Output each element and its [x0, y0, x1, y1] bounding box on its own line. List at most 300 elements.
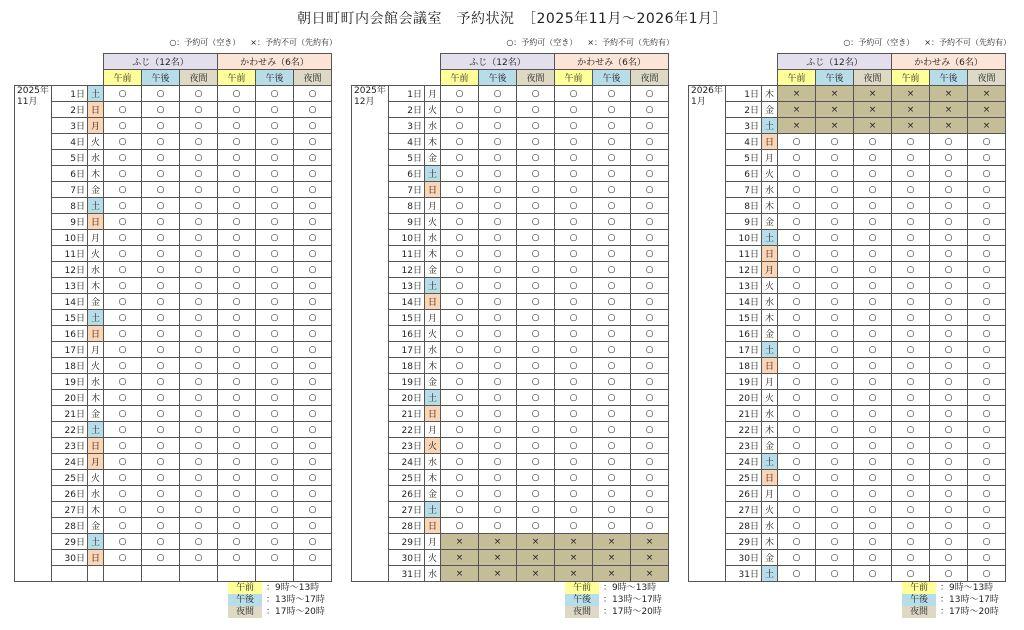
day-cell: 2日: [726, 102, 762, 118]
day-cell: 30日: [389, 550, 425, 566]
slot-available: ○: [631, 358, 669, 374]
month-label: 11月: [17, 97, 38, 107]
day-cell: 27日: [726, 502, 762, 518]
weekday-cell: 火: [425, 102, 441, 118]
slot-available: ○: [441, 326, 479, 342]
slot-available: ○: [479, 518, 517, 534]
slot-available: ○: [968, 310, 1006, 326]
slot-available: ○: [816, 262, 854, 278]
slot-available: ○: [816, 150, 854, 166]
reservation-table: [688, 53, 1006, 582]
slot-available: ○: [142, 438, 180, 454]
slot-booked: ×: [555, 550, 593, 566]
weekday-cell: 木: [88, 166, 104, 182]
slot-available: ○: [968, 406, 1006, 422]
table-row: [15, 550, 332, 566]
weekday-cell: 木: [88, 278, 104, 294]
slot-available: ○: [517, 390, 555, 406]
day-cell: 28日: [52, 518, 88, 534]
day-cell: 17日: [52, 342, 88, 358]
table-row: [15, 102, 332, 118]
slot-available: ○: [479, 246, 517, 262]
slot-available: ○: [142, 534, 180, 550]
slot-available: ○: [854, 390, 892, 406]
weekday-cell: 月: [762, 374, 778, 390]
slot-available: ○: [816, 550, 854, 566]
slot-available: ○: [180, 326, 218, 342]
table-row: [689, 214, 1006, 230]
time-legend-label: 午前: [228, 582, 262, 594]
weekday-cell: 木: [425, 246, 441, 262]
slot-available: ○: [631, 214, 669, 230]
slot-available: ○: [517, 150, 555, 166]
slot-available: ○: [104, 262, 142, 278]
time-legend-time: ：13時～17時: [940, 595, 999, 605]
table-row: [689, 358, 1006, 374]
period-header: 午前: [218, 70, 256, 86]
slot-available: ○: [218, 502, 256, 518]
weekday-cell: 土: [425, 390, 441, 406]
table-row: [15, 278, 332, 294]
slot-available: ○: [930, 438, 968, 454]
slot-available: ○: [778, 550, 816, 566]
table-row: [689, 134, 1006, 150]
slot-available: ○: [631, 198, 669, 214]
weekday-cell: 水: [425, 342, 441, 358]
day-cell: 21日: [52, 406, 88, 422]
slot-booked: ×: [778, 86, 816, 102]
slot-available: ○: [104, 342, 142, 358]
slot-available: ○: [142, 262, 180, 278]
slot-available: ○: [816, 182, 854, 198]
symbol-legend: [496, 37, 674, 48]
slot-available: ○: [854, 246, 892, 262]
slot-available: ○: [517, 246, 555, 262]
slot-available: ○: [892, 470, 930, 486]
period-header: 午前: [892, 70, 930, 86]
time-legend-label: 夜間: [228, 606, 262, 618]
table-row: [15, 422, 332, 438]
weekday-cell: 火: [425, 326, 441, 342]
slot-available: ○: [593, 214, 631, 230]
weekday-cell: 木: [762, 534, 778, 550]
slot-available: ○: [631, 278, 669, 294]
slot-available: ○: [631, 86, 669, 102]
slot-available: ○: [854, 502, 892, 518]
slot-available: ○: [104, 550, 142, 566]
weekday-cell: 火: [762, 278, 778, 294]
slot-available: ○: [930, 422, 968, 438]
slot-available: ○: [816, 566, 854, 582]
slot-available: ○: [218, 406, 256, 422]
slot-available: ○: [555, 102, 593, 118]
slot-available: ○: [294, 150, 332, 166]
slot-available: ○: [968, 166, 1006, 182]
table-row: [689, 374, 1006, 390]
slot-available: ○: [441, 310, 479, 326]
slot-available: ○: [256, 358, 294, 374]
weekday-cell: 火: [88, 246, 104, 262]
time-legend-label: 午後: [565, 594, 599, 606]
slot-available: ○: [892, 246, 930, 262]
day-cell: 29日: [52, 534, 88, 550]
table-row: [15, 566, 332, 582]
slot-available: ○: [256, 502, 294, 518]
slot-available: ○: [294, 374, 332, 390]
slot-available: [256, 566, 294, 582]
slot-available: ○: [180, 198, 218, 214]
period-header: 午前: [555, 70, 593, 86]
slot-available: ○: [104, 406, 142, 422]
slot-booked: ×: [778, 102, 816, 118]
day-cell: 17日: [389, 342, 425, 358]
table-row: [352, 390, 669, 406]
slot-available: ○: [479, 438, 517, 454]
slot-booked: ×: [892, 102, 930, 118]
slot-available: ○: [854, 566, 892, 582]
day-cell: 27日: [52, 502, 88, 518]
time-legend-label: 午後: [228, 594, 262, 606]
slot-booked: ×: [892, 118, 930, 134]
slot-available: ○: [854, 182, 892, 198]
slot-available: ○: [631, 326, 669, 342]
table-row: [689, 390, 1006, 406]
day-cell: 23日: [726, 438, 762, 454]
slot-available: ○: [816, 406, 854, 422]
slot-available: ○: [555, 150, 593, 166]
slot-available: ○: [631, 150, 669, 166]
slot-available: ○: [854, 150, 892, 166]
slot-available: ○: [180, 486, 218, 502]
slot-available: ○: [479, 470, 517, 486]
weekday-cell: 日: [762, 246, 778, 262]
slot-available: ○: [778, 230, 816, 246]
slot-available: ○: [180, 422, 218, 438]
day-cell: 11日: [52, 246, 88, 262]
day-cell: 20日: [52, 390, 88, 406]
slot-available: ○: [479, 278, 517, 294]
weekday-cell: 土: [88, 198, 104, 214]
weekday-cell: 水: [762, 294, 778, 310]
slot-available: ○: [631, 470, 669, 486]
slot-available: ○: [930, 230, 968, 246]
table-row: [689, 406, 1006, 422]
slot-available: ○: [218, 422, 256, 438]
slot-available: ○: [854, 518, 892, 534]
slot-available: ○: [930, 326, 968, 342]
table-row: [15, 534, 332, 550]
weekday-cell: 土: [762, 454, 778, 470]
slot-available: ○: [294, 422, 332, 438]
slot-available: ○: [517, 182, 555, 198]
period-header: 午後: [930, 70, 968, 86]
table-row: [352, 486, 669, 502]
slot-available: ○: [142, 390, 180, 406]
slot-available: ○: [968, 422, 1006, 438]
weekday-cell: 土: [88, 310, 104, 326]
period-header: 午後: [479, 70, 517, 86]
slot-available: ○: [104, 326, 142, 342]
day-cell: 23日: [389, 438, 425, 454]
weekday-cell: 土: [762, 230, 778, 246]
slot-available: ○: [930, 454, 968, 470]
slot-available: ○: [104, 454, 142, 470]
slot-booked: ×: [930, 102, 968, 118]
time-legend-row: [228, 582, 325, 594]
slot-booked: ×: [517, 534, 555, 550]
slot-available: ○: [930, 246, 968, 262]
slot-available: ○: [104, 486, 142, 502]
slot-available: ○: [930, 342, 968, 358]
day-cell: 24日: [726, 454, 762, 470]
table-row: [15, 358, 332, 374]
slot-available: ○: [218, 518, 256, 534]
slot-available: ○: [968, 150, 1006, 166]
slot-available: ○: [816, 358, 854, 374]
table-row: [352, 550, 669, 566]
table-row: [352, 310, 669, 326]
slot-available: ○: [930, 502, 968, 518]
time-legend-time: ：13時～17時: [603, 595, 662, 605]
table-row: [352, 214, 669, 230]
slot-available: ○: [479, 102, 517, 118]
slot-available: ○: [441, 518, 479, 534]
slot-booked: ×: [631, 534, 669, 550]
weekday-cell: 水: [425, 454, 441, 470]
slot-booked: ×: [631, 550, 669, 566]
slot-booked: ×: [854, 86, 892, 102]
slot-available: ○: [930, 374, 968, 390]
slot-available: ○: [593, 278, 631, 294]
table-row: [15, 486, 332, 502]
slot-available: ○: [517, 454, 555, 470]
table-row: [15, 262, 332, 278]
day-cell: 15日: [389, 310, 425, 326]
slot-available: ○: [256, 118, 294, 134]
day-cell: 6日: [726, 166, 762, 182]
slot-available: ○: [593, 486, 631, 502]
slot-available: ○: [104, 118, 142, 134]
year-label: 2026年: [691, 86, 723, 96]
slot-available: ○: [180, 214, 218, 230]
legend-available: ○：予約可（空き）: [169, 38, 241, 47]
day-cell: 25日: [389, 470, 425, 486]
slot-available: ○: [180, 534, 218, 550]
slot-available: ○: [968, 486, 1006, 502]
table-row: [352, 502, 669, 518]
slot-available: ○: [816, 438, 854, 454]
slot-available: ○: [294, 390, 332, 406]
day-cell: 12日: [52, 262, 88, 278]
time-legend-row: [565, 594, 662, 606]
weekday-cell: 月: [762, 262, 778, 278]
time-legend-time: ：17時～20時: [603, 607, 662, 617]
slot-booked: ×: [778, 118, 816, 134]
slot-available: ○: [256, 262, 294, 278]
slot-available: ○: [441, 342, 479, 358]
table-row: [15, 470, 332, 486]
slot-available: ○: [441, 246, 479, 262]
day-cell: 10日: [726, 230, 762, 246]
slot-booked: ×: [854, 102, 892, 118]
day-cell: 26日: [52, 486, 88, 502]
day-cell: 11日: [389, 246, 425, 262]
slot-available: ○: [517, 342, 555, 358]
slot-available: ○: [180, 342, 218, 358]
slot-booked: ×: [968, 102, 1006, 118]
slot-available: ○: [479, 390, 517, 406]
slot-available: ○: [930, 550, 968, 566]
slot-available: ○: [854, 470, 892, 486]
month-label: 1月: [691, 97, 706, 107]
slot-available: ○: [854, 550, 892, 566]
table-row: [352, 294, 669, 310]
day-cell: 24日: [389, 454, 425, 470]
day-cell: 3日: [726, 118, 762, 134]
slot-available: ○: [441, 406, 479, 422]
slot-available: ○: [142, 198, 180, 214]
slot-available: ○: [930, 182, 968, 198]
day-cell: 17日: [726, 342, 762, 358]
room-header: ふじ（12名）: [778, 54, 892, 70]
slot-available: ○: [180, 406, 218, 422]
year-month-label: [689, 86, 726, 582]
time-legend: [902, 582, 999, 618]
weekday-cell: 木: [425, 134, 441, 150]
slot-available: ○: [930, 198, 968, 214]
slot-available: ○: [778, 326, 816, 342]
slot-available: ○: [968, 230, 1006, 246]
weekday-cell: 土: [425, 166, 441, 182]
slot-available: ○: [778, 246, 816, 262]
period-header: 午前: [778, 70, 816, 86]
slot-available: ○: [104, 214, 142, 230]
table-row: [352, 262, 669, 278]
day-cell: 8日: [726, 198, 762, 214]
slot-available: ○: [256, 326, 294, 342]
time-legend-time: ：9時～13時: [266, 583, 320, 593]
slot-available: ○: [854, 134, 892, 150]
slot-available: ○: [294, 198, 332, 214]
slot-available: ○: [218, 390, 256, 406]
slot-available: ○: [517, 374, 555, 390]
table-row: [352, 566, 669, 582]
table-row: [352, 182, 669, 198]
slot-available: ○: [441, 166, 479, 182]
slot-available: ○: [854, 374, 892, 390]
day-cell: 4日: [726, 134, 762, 150]
day-cell: 20日: [389, 390, 425, 406]
day-cell: 28日: [726, 518, 762, 534]
slot-available: ○: [441, 230, 479, 246]
slot-available: ○: [816, 534, 854, 550]
time-legend-time: ：17時～20時: [940, 607, 999, 617]
slot-available: ○: [479, 502, 517, 518]
room-header: かわせみ（6名）: [218, 54, 332, 70]
weekday-cell: 火: [425, 438, 441, 454]
slot-available: ○: [930, 406, 968, 422]
slot-available: ○: [180, 470, 218, 486]
weekday-cell: 木: [762, 198, 778, 214]
slot-available: ○: [593, 262, 631, 278]
slot-available: ○: [517, 262, 555, 278]
day-cell: 14日: [389, 294, 425, 310]
slot-available: ○: [778, 454, 816, 470]
slot-available: ○: [517, 118, 555, 134]
weekday-cell: 水: [425, 230, 441, 246]
slot-available: ○: [294, 502, 332, 518]
weekday-cell: 日: [425, 294, 441, 310]
slot-available: ○: [256, 150, 294, 166]
slot-booked: ×: [555, 534, 593, 550]
weekday-cell: 金: [425, 150, 441, 166]
slot-available: ○: [816, 454, 854, 470]
slot-available: ○: [778, 358, 816, 374]
slot-available: ○: [892, 486, 930, 502]
slot-available: ○: [256, 374, 294, 390]
table-row: [15, 518, 332, 534]
symbol-legend: [833, 37, 1011, 48]
slot-available: ○: [555, 166, 593, 182]
slot-available: ○: [142, 470, 180, 486]
slot-booked: ×: [441, 566, 479, 582]
day-cell: 6日: [52, 166, 88, 182]
day-cell: 2日: [52, 102, 88, 118]
table-row: [15, 454, 332, 470]
slot-available: ○: [479, 294, 517, 310]
table-row: [689, 486, 1006, 502]
weekday-cell: 水: [425, 566, 441, 582]
slot-available: ○: [778, 166, 816, 182]
day-cell: 5日: [52, 150, 88, 166]
slot-available: ○: [555, 454, 593, 470]
slot-available: ○: [593, 230, 631, 246]
slot-available: ○: [441, 182, 479, 198]
weekday-cell: 水: [762, 518, 778, 534]
day-cell: 5日: [726, 150, 762, 166]
weekday-cell: 火: [88, 358, 104, 374]
slot-available: ○: [631, 102, 669, 118]
slot-available: ○: [968, 198, 1006, 214]
weekday-cell: 水: [88, 262, 104, 278]
slot-available: ○: [294, 262, 332, 278]
slot-booked: ×: [816, 86, 854, 102]
slot-available: ○: [218, 246, 256, 262]
slot-available: ○: [930, 262, 968, 278]
slot-available: ○: [631, 390, 669, 406]
day-cell: 6日: [389, 166, 425, 182]
slot-available: ○: [218, 134, 256, 150]
slot-available: ○: [555, 342, 593, 358]
slot-available: ○: [854, 310, 892, 326]
slot-available: ○: [441, 422, 479, 438]
time-legend-row: [565, 582, 662, 594]
slot-available: ○: [218, 102, 256, 118]
weekday-cell: 金: [762, 214, 778, 230]
slot-available: ○: [294, 358, 332, 374]
slot-available: ○: [294, 342, 332, 358]
day-cell: 9日: [389, 214, 425, 230]
slot-available: ○: [816, 310, 854, 326]
slot-available: ○: [256, 534, 294, 550]
slot-available: ○: [218, 358, 256, 374]
slot-available: ○: [142, 422, 180, 438]
slot-available: ○: [555, 86, 593, 102]
day-cell: 13日: [52, 278, 88, 294]
day-cell: 15日: [726, 310, 762, 326]
symbol-legend: [159, 37, 337, 48]
day-cell: 8日: [389, 198, 425, 214]
